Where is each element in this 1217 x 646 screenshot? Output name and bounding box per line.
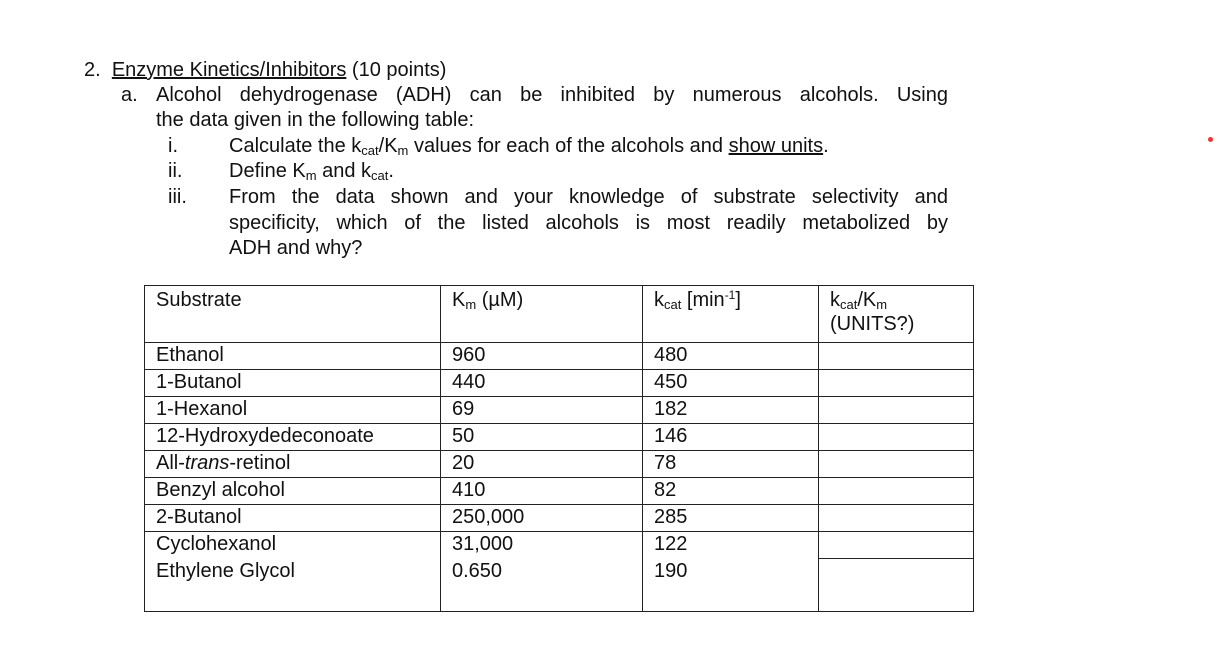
header-ratio — [819, 286, 974, 343]
header-km — [441, 286, 643, 343]
cell-kcat: 122 — [643, 532, 819, 559]
sub-item-ii-label: ii. — [168, 160, 183, 182]
header-ratio-k: k — [830, 289, 840, 311]
table-row — [145, 370, 974, 397]
cell-substrate: 1-Hexanol — [145, 397, 441, 424]
cell-ratio — [819, 532, 974, 559]
cell-substrate-italic: trans — [184, 452, 230, 474]
cell-substrate-pre: All- — [156, 452, 185, 474]
header-ratio-mid: /K — [857, 289, 877, 311]
sub-item-iii-label: iii. — [168, 186, 187, 208]
cell-kcat: 285 — [643, 505, 819, 532]
cell-kcat: 78 — [643, 451, 819, 478]
cell-km: 20 — [441, 451, 643, 478]
header-kcat-sub: cat — [664, 297, 682, 312]
cell-km: 250,000 — [441, 505, 643, 532]
part-a-label: a. — [121, 84, 138, 106]
sub-item-ii-pre: Define K — [229, 160, 306, 182]
kinetics-table — [144, 285, 974, 612]
cell-substrate — [145, 451, 441, 478]
sub-item-ii-text — [229, 159, 394, 183]
header-km-base: K — [452, 289, 466, 311]
table-row — [145, 397, 974, 424]
table-row — [145, 424, 974, 451]
part-a-line1: Alcohol dehydrogenase (ADH) can be inhibited by numerous alcohols. Using — [156, 84, 948, 106]
sub-item-i-sub2: m — [397, 143, 409, 158]
table-header-row — [145, 286, 974, 343]
cell-kcat: 146 — [643, 424, 819, 451]
table-row — [145, 505, 974, 532]
cell-ratio — [819, 478, 974, 505]
sub-item-ii-sub1: m — [305, 168, 317, 183]
cell-km: 69 — [441, 397, 643, 424]
cell-substrate: 12-Hydroxydedeconoate — [145, 424, 441, 451]
question-number: 2. — [84, 59, 101, 81]
header-km-sub: m — [465, 297, 477, 312]
cell-substrate: Benzyl alcohol — [145, 478, 441, 505]
sub-item-i-pre: Calculate the k — [229, 135, 362, 157]
cell-kcat: 82 — [643, 478, 819, 505]
cell-kcat: 182 — [643, 397, 819, 424]
question-points: (10 points) — [351, 59, 447, 81]
header-kcat-close: ] — [735, 289, 741, 311]
cell-km: 440 — [441, 370, 643, 397]
cell-km: 960 — [441, 343, 643, 370]
sub-item-i-sub1: cat — [361, 143, 379, 158]
red-dot-mark — [1208, 137, 1213, 142]
sub-item-ii-post: . — [388, 160, 394, 182]
sub-item-i-mid: /K — [378, 135, 398, 157]
table-row — [145, 451, 974, 478]
header-kcat-unit: [min — [681, 289, 725, 311]
cell-substrate: Cyclohexanol — [145, 532, 441, 559]
header-kcat-sup: -1 — [724, 288, 736, 302]
cell-km: 31,000 — [441, 532, 643, 559]
cell-kcat: 480 — [643, 343, 819, 370]
cell-km: 410 — [441, 478, 643, 505]
table-row — [145, 559, 974, 612]
sub-item-i-end: . — [823, 135, 829, 157]
header-kcat-base: k — [654, 289, 664, 311]
cell-ratio — [819, 397, 974, 424]
sub-item-ii-mid: and k — [316, 160, 372, 182]
sub-item-ii-sub2: cat — [371, 168, 389, 183]
table-row — [145, 532, 974, 559]
header-ratio-units: (UNITS?) — [830, 313, 915, 335]
question-heading — [84, 58, 446, 82]
sub-item-iii-line2: specificity, which of the listed alcohols is most readily metabolized by — [229, 212, 948, 234]
cell-km: 50 — [441, 424, 643, 451]
cell-ratio — [819, 343, 974, 370]
cell-ratio — [819, 370, 974, 397]
cell-ratio — [819, 559, 974, 612]
cell-km: 0.650 — [441, 559, 643, 612]
table-row — [145, 478, 974, 505]
sub-item-i-label: i. — [168, 135, 178, 157]
header-kcat — [643, 286, 819, 343]
header-substrate: Substrate — [145, 286, 441, 343]
cell-substrate: 2-Butanol — [145, 505, 441, 532]
header-ratio-sub2: m — [876, 297, 888, 312]
header-ratio-sub1: cat — [840, 297, 858, 312]
part-a-line2: the data given in the following table: — [156, 109, 474, 131]
header-km-unit: (µM) — [476, 289, 524, 311]
sub-item-i-post: values for each of the alcohols and — [408, 135, 729, 157]
sub-item-i-text — [229, 134, 829, 158]
cell-kcat: 450 — [643, 370, 819, 397]
cell-ratio — [819, 451, 974, 478]
cell-kcat: 190 — [643, 559, 819, 612]
sub-item-iii-line3: ADH and why? — [229, 237, 363, 259]
cell-ratio — [819, 424, 974, 451]
question-title: Enzyme Kinetics/Inhibitors — [111, 59, 347, 81]
table-row — [145, 343, 974, 370]
cell-substrate: Ethylene Glycol — [145, 559, 441, 612]
cell-substrate-post: -retinol — [229, 452, 291, 474]
cell-substrate: Ethanol — [145, 343, 441, 370]
sub-item-iii-line1: From the data shown and your knowledge of substrate selectivity and — [229, 186, 948, 208]
cell-substrate: 1-Butanol — [145, 370, 441, 397]
sub-item-i-underlined: show units — [728, 135, 824, 157]
cell-ratio — [819, 505, 974, 532]
